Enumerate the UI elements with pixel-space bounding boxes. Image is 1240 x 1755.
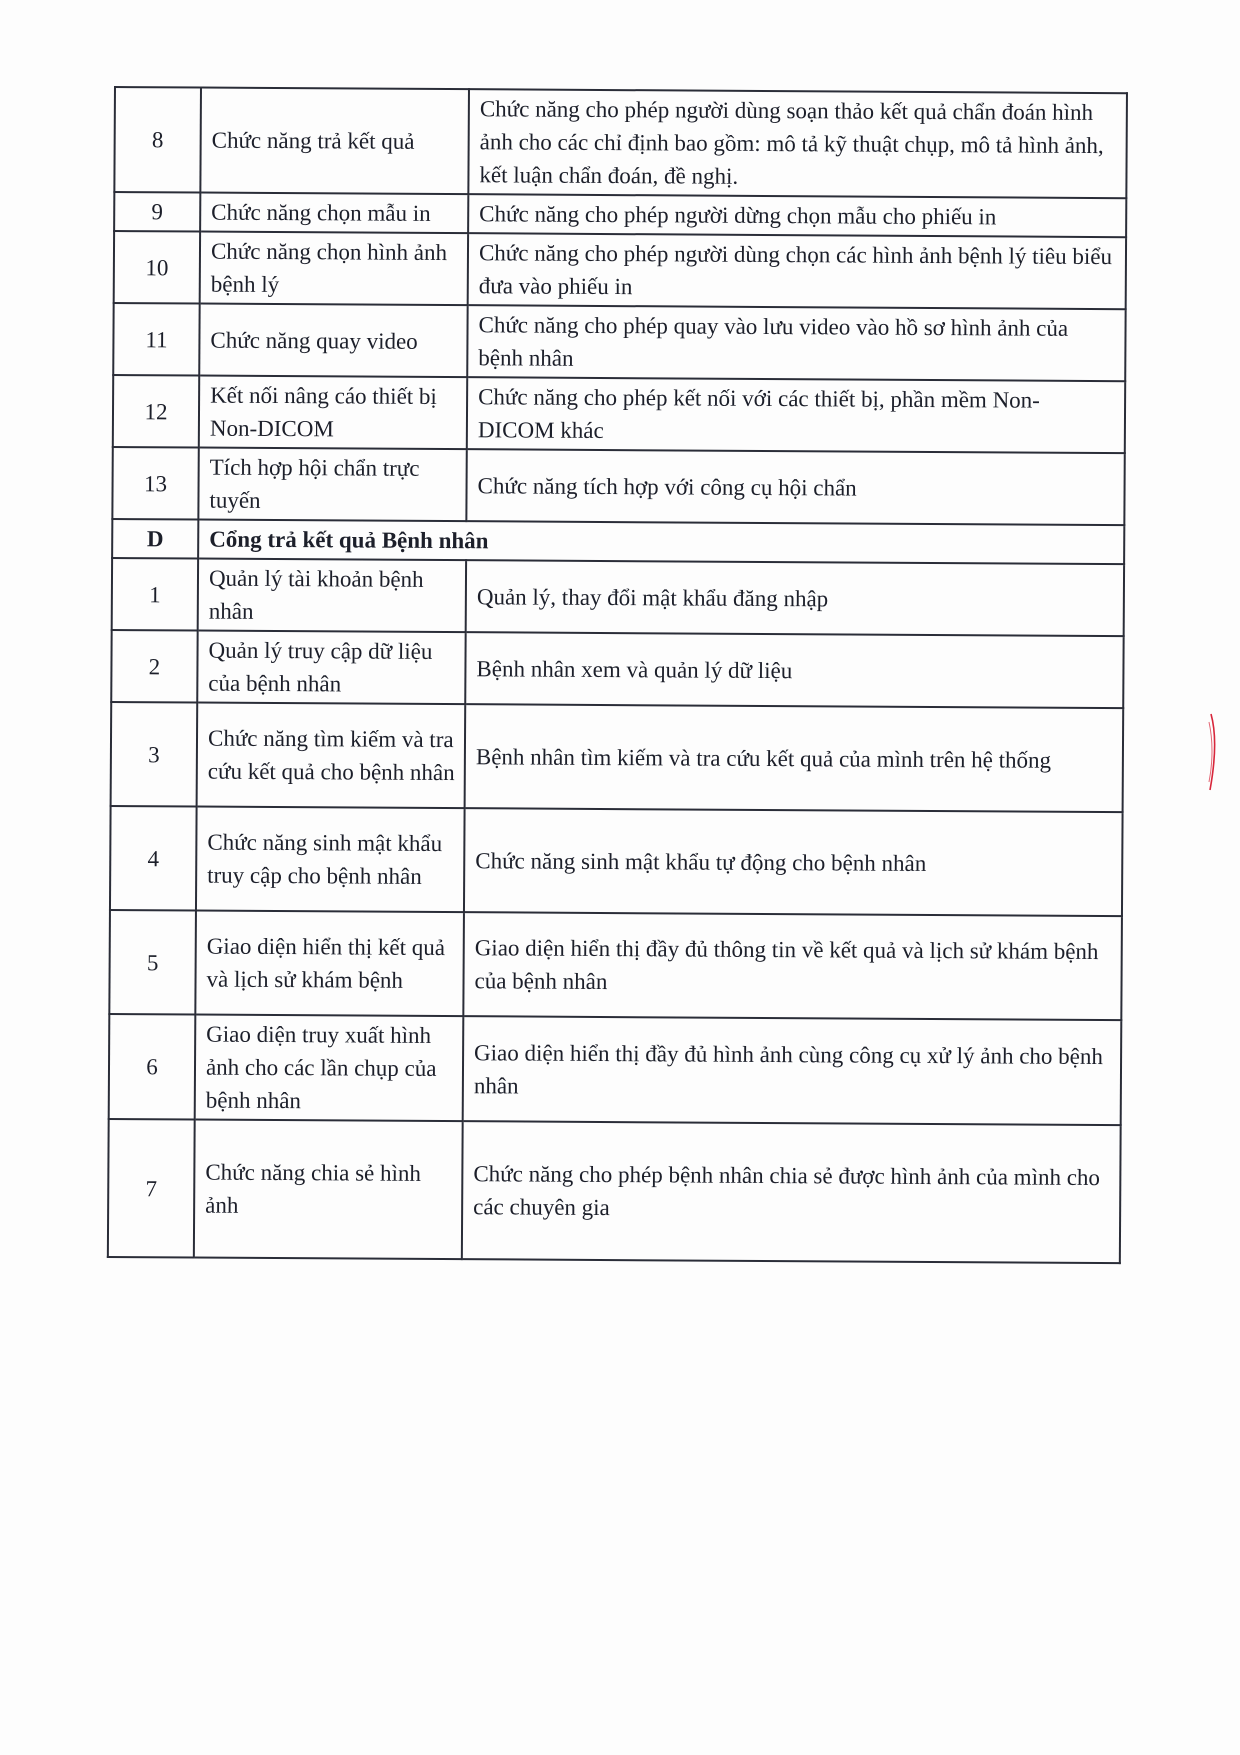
feature-description: Chức năng cho phép bệnh nhân chia sẻ được hình ảnh của mình cho các chuyên gia (462, 1121, 1121, 1263)
feature-description: Quản lý, thay đổi mật khẩu đăng nhập (466, 560, 1124, 636)
table-row (113, 303, 1125, 381)
feature-name: Chức năng chia sẻ hình ảnh (194, 1120, 463, 1260)
table-row (113, 375, 1125, 453)
table-row (112, 447, 1124, 525)
feature-description: Chức năng cho phép người dùng chọn các hình ảnh bệnh lý tiêu biểu đưa vào phiếu in (468, 233, 1126, 309)
table-row (114, 231, 1126, 309)
feature-name: Chức năng sinh mật khẩu truy cập cho bệnh nhân (196, 807, 465, 913)
feature-description: Chức năng cho phép người dừng chọn mẫu cho phiếu in (468, 194, 1126, 237)
table-row (109, 910, 1122, 1020)
feature-description: Bệnh nhân tìm kiếm và tra cứu kết quả của mình trên hệ thống (465, 704, 1124, 812)
table-row (108, 1119, 1121, 1263)
row-number: 3 (111, 702, 198, 807)
row-number: 4 (110, 806, 197, 911)
feature-description: Chức năng sinh mật khẩu tự động cho bệnh nhân (464, 808, 1123, 916)
row-number: 12 (113, 375, 199, 448)
feature-description: Bệnh nhân xem và quản lý dữ liệu (465, 632, 1123, 708)
table-row (110, 806, 1123, 916)
row-number: 1 (112, 558, 198, 631)
feature-name: Chức năng trả kết quả (200, 88, 469, 195)
feature-name: Chức năng tìm kiếm và tra cứu kết quả cho bệnh nhân (197, 703, 466, 809)
feature-description: Giao diện hiển thị đầy đủ hình ảnh cùng công cụ xử lý ảnh cho bệnh nhân (463, 1016, 1122, 1125)
row-number: 8 (114, 87, 201, 193)
feature-name: Tích hợp hội chẩn trực tuyến (198, 448, 466, 522)
section-letter: D (112, 519, 198, 559)
table-row (109, 1014, 1122, 1125)
feature-name: Kết nối nâng cáo thiết bị Non-DICOM (199, 376, 467, 450)
section-title: Cổng trả kết quả Bệnh nhân (198, 520, 1124, 565)
table-row (111, 630, 1123, 708)
feature-description: Chức năng cho phép người dùng soạn thảo kết quả chẩn đoán hình ảnh cho các chỉ định bao gồm: mô tả kỹ thuật chụp, mô tả hình ảnh, kết luận chẩn đoán, đề nghị. (468, 89, 1127, 198)
row-number: 10 (114, 231, 200, 304)
feature-description: Chức năng tích hợp với công cụ hội chẩn (466, 449, 1124, 525)
feature-description: Chức năng cho phép quay vào lưu video vào hồ sơ hình ảnh của bệnh nhân (467, 305, 1125, 381)
row-number: 7 (108, 1119, 195, 1258)
feature-name: Quản lý tài khoản bệnh nhân (198, 559, 466, 633)
table-row (114, 87, 1127, 198)
row-number: 11 (113, 303, 199, 376)
row-number: 6 (109, 1014, 196, 1120)
table-row (114, 192, 1126, 237)
table-row (112, 558, 1124, 636)
feature-table (107, 86, 1128, 1264)
row-number: 5 (109, 910, 196, 1015)
feature-name: Chức năng quay video (199, 304, 467, 378)
feature-name: Quản lý truy cập dữ liệu của bệnh nhân (197, 631, 465, 705)
feature-name: Giao diện hiển thị kết quả và lịch sử khám bệnh (195, 911, 464, 1017)
section-header-row (112, 519, 1124, 564)
feature-name: Chức năng chọn mẫu in (200, 193, 468, 234)
row-number: 2 (111, 630, 197, 703)
feature-description: Chức năng cho phép kết nối với các thiết bị, phần mềm Non-DICOM khác (467, 377, 1125, 453)
red-ink-mark (1208, 712, 1218, 792)
row-number: 13 (112, 447, 198, 520)
table-row (111, 702, 1124, 812)
feature-description: Giao diện hiển thị đầy đủ thông tin về kết quả và lịch sử khám bệnh của bệnh nhân (463, 912, 1122, 1020)
feature-name: Chức năng chọn hình ảnh bệnh lý (200, 232, 468, 306)
feature-name: Giao diện truy xuất hình ảnh cho các lần chụp của bệnh nhân (195, 1015, 464, 1122)
row-number: 9 (114, 192, 200, 232)
